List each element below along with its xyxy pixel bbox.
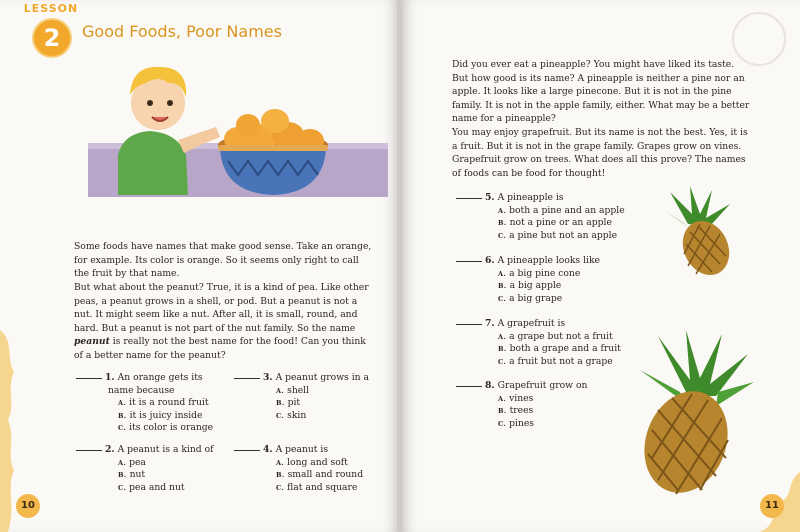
option-letter: A. [118,458,127,467]
option-letter: C. [118,424,127,432]
option-a[interactable] [76,457,236,470]
question-number: 6. [485,255,495,266]
option-text: trees [509,405,534,416]
page-title: Good Foods, Poor Names [82,22,282,41]
option-letter: A. [498,206,507,215]
peanut-emphasis: peanut [74,336,110,347]
option-letter: A. [276,386,285,395]
option-c[interactable] [234,410,394,423]
option-b[interactable] [234,397,394,410]
option-letter: C. [498,294,507,303]
pineapple-paragraph: Did you ever eat a pineapple? You might have liked its taste. But how good is its name? A pineapple is neither a pine nor an apple. It looks like a large pinecone. But it is not in the pine family. It is not in the apple family, either. What may be a better name for a pineapple? [452,59,750,124]
option-b[interactable] [234,469,394,482]
option-text: both a pine and an apple [509,204,625,216]
option-text: skin [287,409,307,421]
option-letter: C. [498,231,507,240]
option-letter: B. [118,471,127,479]
option-c[interactable] [76,482,236,495]
question-stem: A peanut grows in a [275,372,369,383]
question-number: 5. [485,192,495,203]
option-text: pea [129,456,146,468]
option-c[interactable] [76,422,236,435]
option-letter: B. [276,471,285,479]
answer-blank[interactable] [234,450,260,451]
option-letter: C. [276,483,285,492]
option-text: it is juicy inside [129,409,203,421]
option-text: nut [129,469,146,480]
right-page [402,0,800,532]
grapefruit-paragraph: You may enjoy grapefruit. But its name is not the best. Yes, it is a fruit. But it is not in the grape family. Grapes grow on vines. Grapefruit grow on trees. What does all this prove? The names of foods can be food for thought! [452,127,748,179]
question-number: 3. [263,372,273,383]
option-text: long and soft [287,456,348,468]
intro-paragraph: Some foods have names that make good sense. Take an orange, for example. Its color is orange. So it seems only right to call the fruit by that name. [74,241,372,279]
answer-blank[interactable] [456,261,482,262]
option-letter: A. [498,269,507,278]
option-b[interactable] [76,469,236,482]
option-c[interactable] [456,418,656,431]
option-text: a grape but not a fruit [509,330,613,342]
answer-blank[interactable] [456,198,482,199]
option-letter: C. [118,483,127,492]
option-letter: B. [498,282,507,290]
peanut-text-end: is really not the best name for the food! Can you think of a better name for the peanut? [74,336,366,361]
lesson-number: 2 [34,20,70,56]
option-letter: B. [276,399,285,407]
option-a[interactable] [456,205,656,218]
option-c[interactable] [456,230,656,243]
option-c[interactable] [456,356,656,369]
left-page [0,0,398,532]
question-4 [234,444,394,494]
peanut-paragraph [74,281,374,362]
peanut-text-start: But what about the peanut? True, it is a kind of pea. Like other peas, a peanut grows in a shell, or pod. But a peanut is not a nut. It might seem like a nut. After all, it is small, round, and hard. But a peanut is not part of the nut family. So the name [74,282,369,334]
option-a[interactable] [234,457,394,470]
option-text: pit [287,397,301,408]
question-stem: A pineapple looks like [497,255,600,266]
option-a[interactable] [456,393,656,406]
option-b[interactable] [456,405,656,418]
answer-blank[interactable] [234,378,260,379]
option-text: small and round [287,469,364,480]
question-2 [76,444,236,494]
question-1 [76,372,236,435]
option-text: a fruit but not a grape [509,355,613,367]
option-letter: C. [498,357,507,366]
answer-blank[interactable] [456,386,482,387]
option-b[interactable] [456,280,656,293]
option-a[interactable] [234,385,394,398]
question-stem: A peanut is a kind of [117,444,214,455]
option-text: shell [287,384,310,396]
option-letter: B. [118,411,127,420]
question-stem-continued: name because [108,384,175,396]
question-3 [234,372,394,422]
small-pineapple-illustration [660,184,740,280]
answer-blank[interactable] [456,324,482,325]
option-text: both a grape and a fruit [509,343,621,354]
question-stem: Grapefruit grow on [497,380,588,391]
option-text: a pine but not an apple [509,229,618,241]
option-text: a big pine cone [509,267,581,279]
option-text: pines [509,417,535,429]
question-stem: An orange gets its [117,372,203,383]
option-letter: A. [118,399,127,407]
question-number: 2. [105,444,115,455]
option-b[interactable] [456,343,656,356]
answer-blank[interactable] [76,378,102,379]
option-text: a big grape [509,292,563,304]
option-letter: A. [276,458,285,467]
option-a[interactable] [76,397,236,410]
boy-with-oranges-illustration [88,45,388,197]
lesson-badge [22,2,80,70]
question-stem: A peanut is [275,444,329,455]
option-letter: B. [498,345,507,353]
option-letter: B. [498,407,507,415]
option-a[interactable] [456,331,656,344]
question-stem: A pineapple is [497,192,564,203]
option-text: flat and square [287,481,358,493]
option-c[interactable] [234,482,394,495]
option-b[interactable] [456,217,656,230]
question-number: 7. [485,318,495,329]
question-8 [456,380,656,430]
lesson-label: LESSON [23,2,79,15]
question-5 [456,192,656,242]
option-text: it is a round fruit [129,397,209,408]
option-b[interactable] [76,410,236,423]
question-6 [456,255,656,305]
page-number: 10 [16,494,40,518]
question-7 [456,318,656,368]
option-text: vines [509,392,534,404]
option-c[interactable] [456,293,656,306]
option-text: pea and nut [129,481,185,493]
option-text: a big apple [509,280,562,291]
option-letter: A. [498,332,507,341]
answer-blank[interactable] [76,450,102,451]
option-letter: C. [498,419,507,428]
question-number: 1. [105,372,115,383]
option-a[interactable] [456,268,656,281]
page-number: 11 [760,494,784,518]
option-letter: C. [276,411,285,420]
option-letter: B. [498,219,507,227]
question-number: 4. [263,444,273,455]
question-number: 8. [485,380,495,391]
option-letter: A. [498,394,507,403]
question-stem: A grapefruit is [497,318,566,329]
option-text: its color is orange [129,422,214,433]
wavy-corner-decoration [0,0,40,532]
option-text: not a pine or an apple [509,217,612,228]
